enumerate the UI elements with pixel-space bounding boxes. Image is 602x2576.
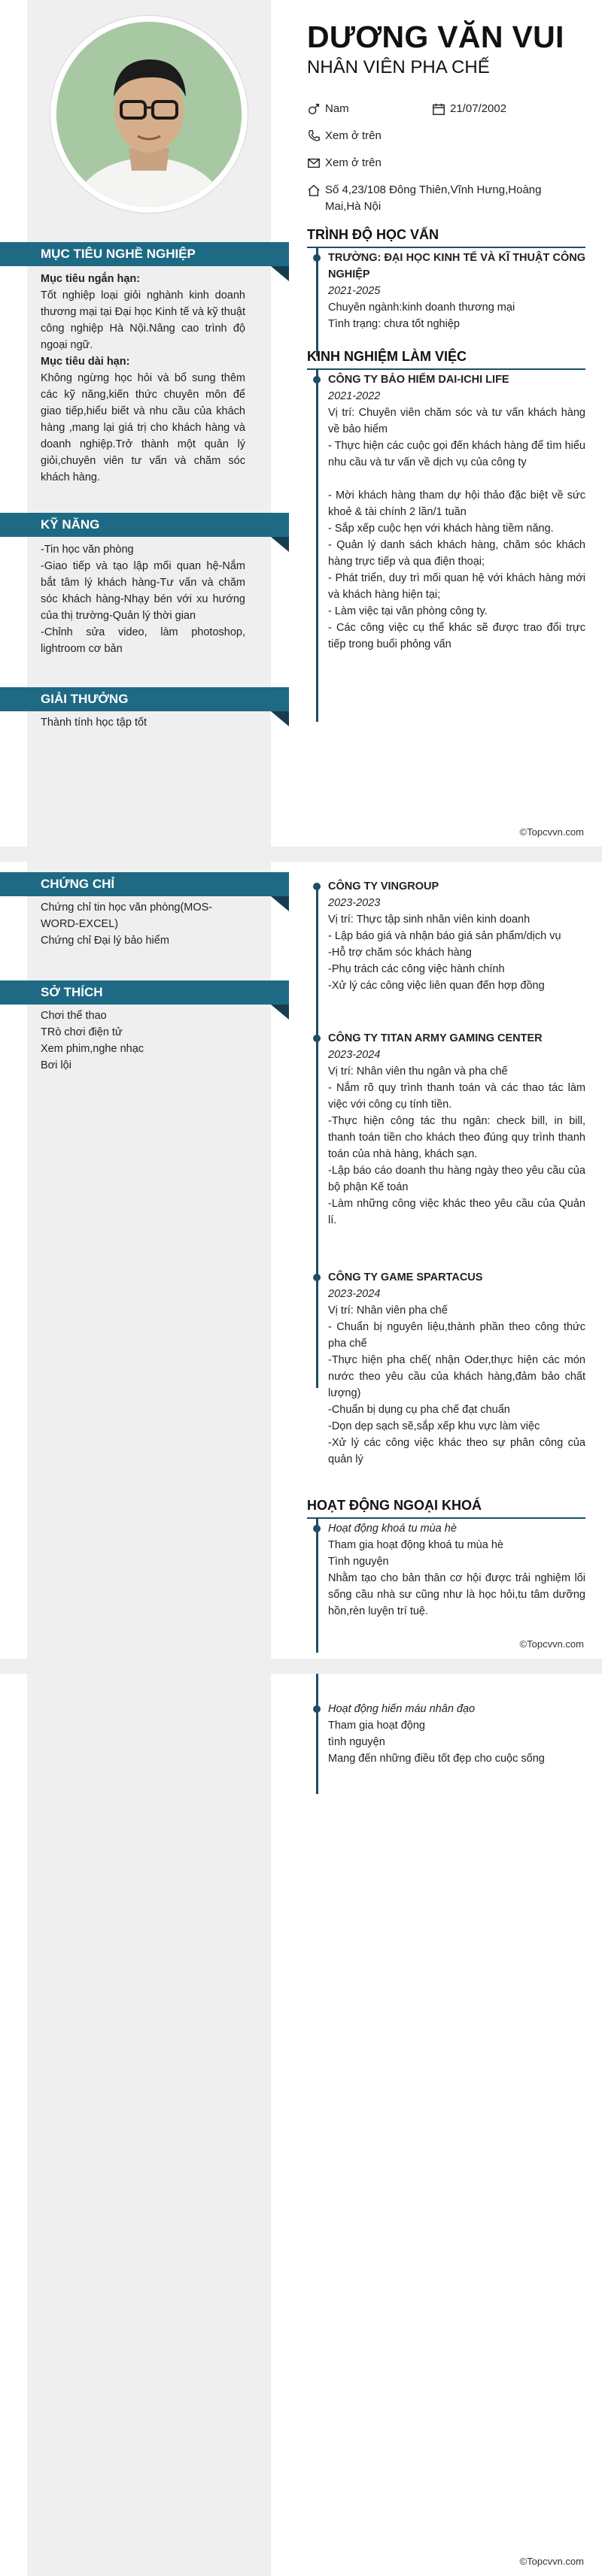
portrait-photo — [56, 22, 242, 207]
cv-page-1 — [0, 0, 602, 847]
activity-name: Hoạt động khoá tu mùa hè — [328, 1523, 457, 1535]
job-line: Vị trí: Nhân viên pha chế — [328, 1305, 448, 1317]
education-period: 2021-2025 — [328, 285, 381, 297]
education-dot — [313, 254, 321, 262]
short-term-text: Tốt nghiệp loại giỏi nghành kinh doanh thương mại tại Đại học Kinh tế và kỹ thuật công nghiệp Hà Nội.Nâng cao trình độ ngoại ngữ. — [41, 289, 245, 351]
job-line: - Nắm rõ quy trình thanh toán và các thao tác làm việc với công cụ tính tiền. — [328, 1082, 585, 1111]
awards-heading-text: GIẢI THƯỞNG — [41, 692, 129, 706]
activity-entry — [328, 1520, 585, 1620]
birthday-value: 21/07/2002 — [450, 102, 507, 115]
experience-heading: KINH NGHIỆM LÀM VIỆC — [307, 349, 467, 364]
footer-brand[interactable]: ©Topcvvn.com — [519, 826, 584, 838]
award-item: Thành tính học tập tốt — [41, 717, 147, 729]
education-entry — [328, 250, 585, 332]
phone-value[interactable]: Xem ở trên — [325, 129, 382, 142]
cv-page-3 — [0, 1674, 602, 2576]
job-line: - Mời khách hàng tham dự hội thảo đặc biệt về sức khoẻ & tài chính 2 lần/1 tuần — [328, 489, 585, 518]
job-entry — [328, 878, 585, 994]
job-company: CÔNG TY TITAN ARMY GAMING CENTER — [328, 1032, 543, 1044]
certificates-content — [41, 899, 245, 949]
job-company: CÔNG TY BẢO HIỂM DAI-ICHI LIFE — [328, 374, 509, 386]
phone-row — [307, 128, 382, 144]
home-icon — [307, 183, 321, 197]
job-line: - Thực hiện các cuộc gọi đến khách hàng để tìm hiểu nhu cầu và tư vấn về dịch vụ của công ty — [328, 440, 585, 468]
gender-value: Nam — [325, 102, 349, 115]
address-row — [307, 182, 563, 215]
job-line: - Làm việc tại văn phòng công ty. — [328, 605, 488, 617]
job-line: -Lập báo cáo doanh thu hàng ngày theo yêu cầu của bộ phận Kế toán — [328, 1165, 585, 1193]
gender-row — [307, 101, 349, 117]
education-timeline — [316, 247, 318, 356]
email-value[interactable]: Xem ở trên — [325, 156, 382, 169]
job-dot — [313, 1274, 321, 1281]
awards-heading — [0, 687, 289, 711]
job-entry — [328, 1030, 585, 1229]
job-line: - Lập báo giá và nhận báo giá sản phẩm/dịch vụ — [328, 930, 561, 942]
candidate-position: NHÂN VIÊN PHA CHẾ — [307, 57, 490, 77]
hobby-item: TRò chơi điện tử — [41, 1026, 123, 1038]
activity-entry — [328, 1701, 585, 1767]
job-line: -Chuẩn bị dụng cụ pha chế đạt chuẩn — [328, 1404, 510, 1416]
activities-heading: HOẠT ĐỘNG NGOẠI KHOÁ — [307, 1498, 482, 1513]
cv-page-2 — [0, 862, 602, 1659]
email-row — [307, 155, 382, 171]
gender-icon — [307, 102, 321, 116]
skill-item: -Giao tiếp và tạo lập mối quan hệ-Nắm bắt tâm lý khách hàng-Tư vấn và chăm sóc khách hàng-Nhạy bén với xu hướng của thị trường-Quản lý thời gian — [41, 560, 245, 622]
activity-line: tình nguyện — [328, 1736, 385, 1748]
skills-heading — [0, 513, 289, 537]
job-company: CÔNG TY VINGROUP — [328, 880, 439, 893]
experience-timeline — [316, 368, 318, 722]
long-term-label: Mục tiêu dài hạn: — [41, 356, 130, 368]
job-line: -Xử lý các công việc khác theo sự phân công của quản lý — [328, 1437, 585, 1465]
activity-line: Tình nguyện — [328, 1556, 389, 1568]
skill-item: -Chỉnh sửa video, làm photoshop, lightroom cơ bản — [41, 626, 245, 655]
activity-line: Tham gia hoạt động khoá tu mùa hè — [328, 1539, 503, 1551]
short-term-label: Mục tiêu ngắn hạn: — [41, 273, 141, 285]
email-icon — [307, 156, 321, 170]
job-line: -Thực hiện pha chế( nhận Oder,thực hiện các món nước theo yêu cầu của khách hàng,đảm bảo chất lượng) — [328, 1354, 585, 1399]
activities-timeline — [316, 1517, 318, 1653]
certificates-heading-text: CHỨNG CHỈ — [41, 877, 115, 891]
activity-line: Mang đến những điều tốt đẹp cho cuộc sống — [328, 1753, 545, 1765]
job-line: Vị trí: Thực tập sinh nhân viên kinh doanh — [328, 914, 531, 926]
education-rule — [307, 247, 585, 248]
phone-icon — [307, 129, 321, 143]
address-value: Số 4,23/108 Đông Thiên,Vĩnh Hưng,Hoàng Mai,Hà Nội — [325, 183, 542, 213]
activity-dot — [313, 1525, 321, 1532]
hobby-item: Chơi thể thao — [41, 1010, 107, 1022]
skill-item: -Tin học văn phòng — [41, 544, 134, 556]
job-line: - Chuẩn bị nguyên liệu,thành phần theo công thức pha chế — [328, 1321, 585, 1350]
calendar-icon — [432, 102, 445, 116]
job-line — [328, 471, 585, 487]
job-line: Vị trí: Nhân viên thu ngân và pha chế — [328, 1065, 508, 1077]
job-period: 2023-2023 — [328, 897, 381, 909]
job-period: 2023-2024 — [328, 1049, 381, 1061]
job-line: -Thực hiện công tác thu ngân: check bill, in bill, thanh toán tiền cho khách theo đúng quy trình thanh toán của nhà hàng, khách sạn. — [328, 1115, 585, 1160]
skills-content — [41, 541, 245, 657]
hobby-item: Xem phim,nghe nhạc — [41, 1043, 144, 1055]
experience-rule — [307, 368, 585, 370]
job-line: - Phát triển, duy trì mối quan hệ với khách hàng mới và khách hàng hiện tại; — [328, 572, 585, 601]
activities-timeline — [316, 1674, 318, 1794]
awards-content — [41, 714, 245, 731]
experience-timeline — [316, 884, 318, 1388]
job-period: 2021-2022 — [328, 390, 381, 402]
objective-content — [41, 271, 245, 486]
birthday-row — [432, 101, 506, 117]
education-status: Tình trạng: chưa tốt nghiệp — [328, 318, 460, 330]
hobbies-heading-text: SỞ THÍCH — [41, 985, 103, 999]
activity-name: Hoạt động hiến máu nhân đạo — [328, 1703, 476, 1715]
job-dot — [313, 376, 321, 383]
skills-heading-text: KỸ NĂNG — [41, 517, 100, 532]
job-line: - Quản lý danh sách khách hàng, chăm sóc khách hàng trực tiếp và qua điện thoại; — [328, 539, 585, 568]
school-name: TRƯỜNG: ĐẠI HỌC KINH TẾ VÀ KĨ THUẬT CÔNG NGHIỆP — [328, 252, 585, 280]
job-line: - Các công việc cụ thể khác sẽ được trao đổi trực tiếp trong buổi phỏng vấn — [328, 622, 585, 650]
long-term-text: Không ngừng học hỏi và bổ sung thêm các kỹ năng,kiến thức chuyên môn để giao tiếp,hiểu biết và nhu cầu của khách hàng ,mang lại giá trị cho khách hàng và doanh nghiệp.Trở thành một quản lý giỏi,chuyên viên tư vấn và chăm sóc khách hàng. — [41, 372, 245, 483]
job-line: -Dọn dẹp sạch sẽ,sắp xếp khu vực làm việc — [328, 1420, 540, 1432]
education-major: Chuyên ngành:kinh doanh thương mại — [328, 302, 515, 314]
job-line: -Làm những công việc khác theo yêu cầu của Quản lí. — [328, 1198, 585, 1226]
hobbies-content — [41, 1008, 245, 1074]
job-entry — [328, 371, 585, 653]
certificate-item: Chứng chỉ Đại lý bảo hiểm — [41, 935, 169, 947]
job-line: - Sắp xếp cuộc hẹn với khách hàng tiềm năng. — [328, 523, 554, 535]
hobbies-heading — [0, 980, 289, 1005]
hobby-item: Bơi lội — [41, 1059, 71, 1071]
job-entry — [328, 1269, 585, 1468]
job-line: Vị trí: Chuyên viên chăm sóc và tư vấn khách hàng về bảo hiểm — [328, 407, 585, 435]
activity-dot — [313, 1705, 321, 1713]
job-period: 2023-2024 — [328, 1288, 381, 1300]
job-company: CÔNG TY GAME SPARTACUS — [328, 1271, 483, 1283]
job-line: -Xử lý các công việc liên quan đến hợp đồng — [328, 980, 545, 992]
certificate-item: Chứng chỉ tin học văn phòng(MOS-WORD-EXCEL) — [41, 902, 213, 930]
objective-heading — [0, 242, 289, 266]
education-heading: TRÌNH ĐỘ HỌC VẤN — [307, 227, 439, 242]
activity-line: Tham gia hoạt động — [328, 1720, 425, 1732]
candidate-name: DƯƠNG VĂN VUI — [307, 20, 564, 54]
job-line: -Phụ trách các công việc hành chính — [328, 963, 505, 975]
activity-line: Nhằm tạo cho bản thân cơ hội được trải nghiệm lối sống cầu nhà sư cũng như là học hỏi,tu tâm dưỡng hồn,rèn luyện trí tuệ. — [328, 1572, 585, 1617]
avatar — [50, 15, 248, 214]
job-dot — [313, 883, 321, 890]
job-dot — [313, 1035, 321, 1042]
footer-brand[interactable]: ©Topcvvn.com — [519, 2556, 584, 2567]
activities-rule — [307, 1517, 585, 1519]
objective-heading-text: MỤC TIÊU NGHỀ NGHIỆP — [41, 247, 196, 261]
certificates-heading — [0, 872, 289, 896]
job-line: -Hỗ trợ chăm sóc khách hàng — [328, 947, 472, 959]
footer-brand[interactable]: ©Topcvvn.com — [519, 1638, 584, 1650]
sidebar-panel — [27, 1674, 271, 2576]
